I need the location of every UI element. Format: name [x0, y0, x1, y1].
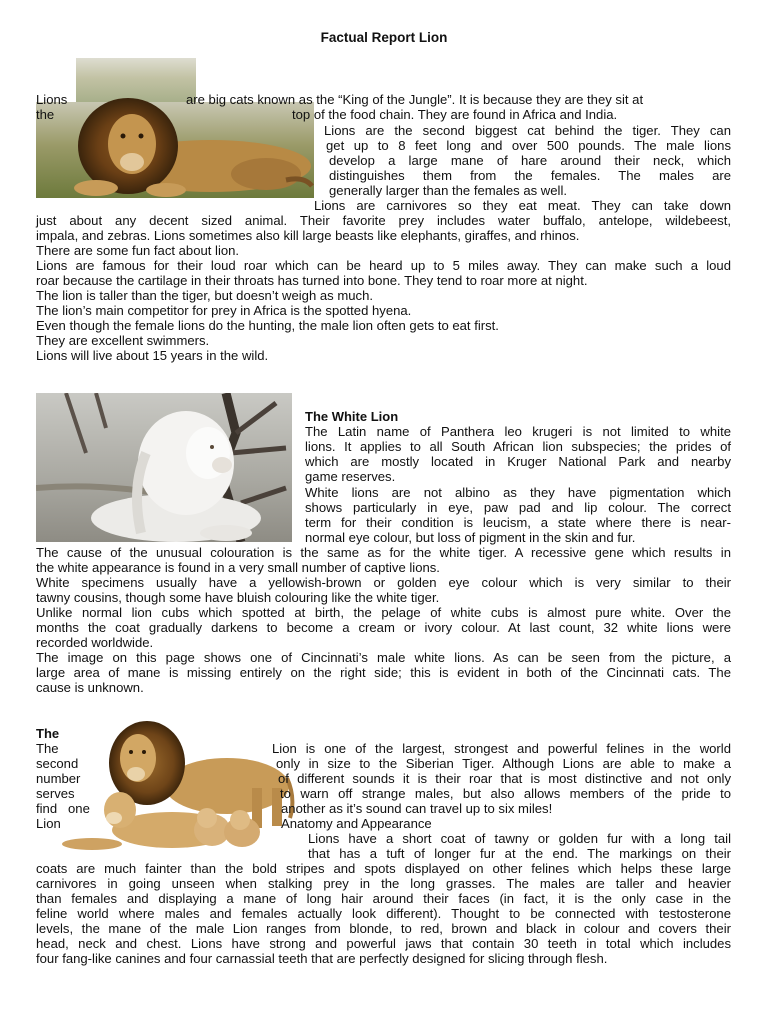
section3-line: levels, the mane of the male Lion ranges from blonde, to red, brown and black in colour and covers their — [36, 921, 731, 936]
section1-wrap-right-2: top of the food chain. They are found in Africa and India. — [292, 107, 618, 122]
section1-line: Lions will live about 15 years in the wild. — [36, 348, 269, 363]
section1-wrap-right-1: are big cats known as the “King of the Jungle”. It is because they are they sit at — [186, 92, 644, 107]
section2-side-line: normal eye colour, but loss of pigment in the skin and fur. — [305, 530, 636, 545]
section2-line: the white appearance is found in a very small number of captive lions. — [36, 560, 440, 575]
section2-side-line: which are mostly located in Kruger National Park and nearby — [305, 454, 731, 469]
section3-right-line: to warn off strange males, but also allows members of the pride to — [280, 786, 731, 801]
page-title: Factual Report Lion — [320, 30, 448, 45]
section2-side-line: White lions are not albino as they have pigmentation which — [305, 485, 731, 500]
section3-right-line: Lion is one of the largest, strongest and powerful felines in the world — [272, 741, 731, 756]
section2-side-line: lions. It applies to all South African lion subspecies; the prides of — [305, 439, 731, 454]
lion-family-image — [62, 718, 298, 852]
section2-side-line: term for their condition is leucism, a state where there is near- — [305, 515, 731, 530]
section3-right-line: only in size to the Siberian Tiger. Although Lions are able to make a — [276, 756, 731, 771]
section3-line: coats are much fainter than the bold stripes and spots displayed on other felines which helps these large — [36, 861, 731, 876]
section1-line: Even though the female lions do the hunting, the male lion often gets to eat first. — [36, 318, 499, 333]
section1-line: The lion is taller than the tiger, but doesn’t weigh as much. — [36, 288, 373, 303]
section1-side-line: get up to 8 feet long and over 500 pounds. The male lions — [326, 138, 731, 153]
section3-line: head, neck and chest. Lions have strong and powerful jaws that contain 30 teeth in total which includes — [36, 936, 731, 951]
section2-line: White specimens usually have a yellowish-brown or golden eye colour which is very similar to their — [36, 575, 731, 590]
section2-heading: The White Lion — [305, 409, 399, 424]
section3-left-word: second — [36, 756, 79, 771]
section3-left-word: Lion — [36, 816, 61, 831]
section3-left-word: The — [36, 741, 59, 756]
section2-line: large area of mane is missing entirely on the right side; this is evident in both of the Cincinnati cats. The — [36, 665, 731, 680]
section3-right-line: another as it’s sound can travel up to six miles! — [281, 801, 553, 816]
white-lion-image — [36, 393, 292, 542]
section1-line: There are some fun fact about lion. — [36, 243, 240, 258]
section1-wrap-left-2: the — [36, 107, 55, 122]
section2-side-line: The Latin name of Panthera leo krugeri is not limited to white — [305, 424, 731, 439]
section1-line: Lions are carnivores so they eat meat. They can take down — [314, 198, 731, 213]
section2-side-line: shows particularly in eye, paw pad and lip colour. The correct — [305, 500, 731, 515]
section1-side-line: Lions are the second biggest cat behind the tiger. They can — [324, 123, 731, 138]
section1-line: They are excellent swimmers. — [36, 333, 210, 348]
lion-photo-2 — [36, 393, 292, 542]
section3-mid-line: that has a tuft of longer fur at the end. The markings on their — [308, 846, 731, 861]
section1-side-line: generally larger than the females as well. — [329, 183, 567, 198]
section2-line: recorded worldwide. — [36, 635, 154, 650]
section2-line: The image on this page shows one of Cincinnati’s male white lions. As can be seen from the picture, a — [36, 650, 731, 665]
section2-line: cause is unknown. — [36, 680, 144, 695]
section3-mid-line: Lions have a short coat of tawny or golden fur with a long tail — [308, 831, 731, 846]
section3-left-word: find one — [36, 801, 90, 816]
section2-line: months the coat gradually darkens to become a cream or ivory colour. At last count, 32 white lions were — [36, 620, 731, 635]
section3-line: than females and displaying a mane of long hair around their faces (in fact, it is the only case in the — [36, 891, 731, 906]
section3-line: feline world where males and females actually look different). Thought to be connected with testosterone — [36, 906, 731, 921]
section1-line: The lion’s main competitor for prey in Africa is the spotted hyena. — [36, 303, 412, 318]
lion-photo-3 — [62, 718, 298, 852]
section1-line: Lions are famous for their loud roar which can be heard up to 5 miles away. They can make such a loud — [36, 258, 731, 273]
section3-left-word: serves — [36, 786, 75, 801]
section2-line: tawny cousins, though some have bluish colouring like the white tiger. — [36, 590, 440, 605]
section1-side-line: develop a large mane of hare around their neck, which — [329, 153, 731, 168]
section2-side-line: game reserves. — [305, 469, 396, 484]
lion-lying-image — [36, 58, 314, 198]
section2-line: The cause of the unusual colouration is the same as for the white tiger. A recessive gene which results in — [36, 545, 731, 560]
section3-line: four fang-like canines and four carnassial teeth that are perfectly designed for slicing through flesh. — [36, 951, 608, 966]
section3-line: carnivores in going unseen when stalking prey in the long grasses. The males are taller and heavier — [36, 876, 731, 891]
section3-right-line: Anatomy and Appearance — [281, 816, 432, 831]
section1-line: just about any decent sized animal. Their favorite prey includes water buffalo, antelope, wildebeest, — [36, 213, 731, 228]
section1-side-line: distinguishes them from the females. The males are — [329, 168, 731, 183]
section3-left-word: number — [36, 771, 81, 786]
section1-line: roar because the cartilage in their throats has turned into bone. They tend to roar more at night. — [36, 273, 588, 288]
section3-heading-left: The — [36, 726, 60, 741]
section3-right-line: of different sounds it is their roar that is most distinctive and not only — [278, 771, 731, 786]
lion-photo-1 — [36, 58, 314, 198]
section1-line: impala, and zebras. Lions sometimes also kill large beasts like elephants, giraffes, and rhinos. — [36, 228, 580, 243]
section2-line: Unlike normal lion cubs which spotted at birth, the pelage of white cubs is almost pure white. Over the — [36, 605, 731, 620]
section1-wrap-left-1: Lions — [36, 92, 68, 107]
